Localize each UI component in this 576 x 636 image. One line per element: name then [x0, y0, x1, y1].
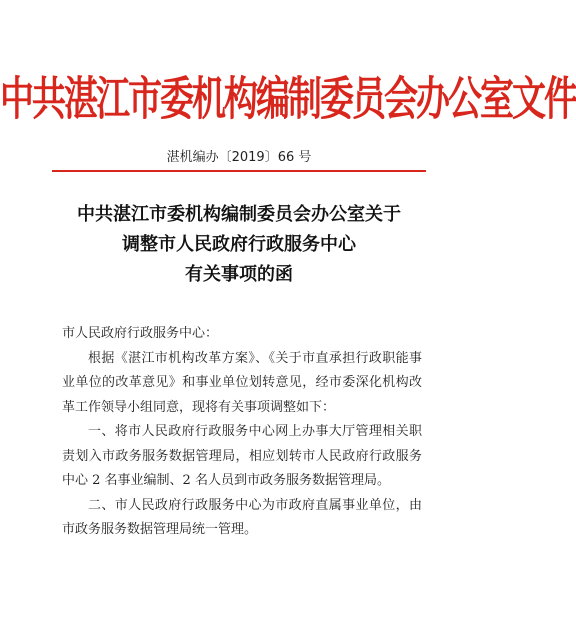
title-line-3: 有关事项的函	[185, 264, 293, 285]
title-line-1: 中共湛江市委机构编制委员会办公室关于	[77, 204, 401, 225]
document-title	[0, 200, 478, 290]
paragraph-3: 二、市人民政府行政服务中心为市政府直属事业单位，由市政务服务数据管理局统一管理。	[62, 497, 422, 537]
salutation: 市人民政府行政服务中心：	[62, 326, 219, 341]
title-line-2: 调整市人民政府行政服务中心	[122, 234, 356, 255]
document-number: 湛机编办〔2019〕66 号	[166, 150, 312, 165]
paragraph-1: 根据《湛江市机构改革方案》、《关于市直承担行政职能事业单位的改革意见》和事业单位划转意见，经市委深化机构改革工作领导小组同意，现将有关事项调整如下：	[62, 350, 422, 415]
red-divider-line	[52, 170, 426, 172]
masthead-title: 中共湛江市委机构编制委员会办公室文件	[0, 72, 576, 127]
document-body	[62, 322, 422, 543]
paragraph-2: 一、将市人民政府行政服务中心网上办事大厅管理相关职责划入市政务服务数据管理局，相应划转市人民政府行政服务中心 2 名事业编制、2 名人员到市政务服务数据管理局。	[62, 424, 422, 488]
